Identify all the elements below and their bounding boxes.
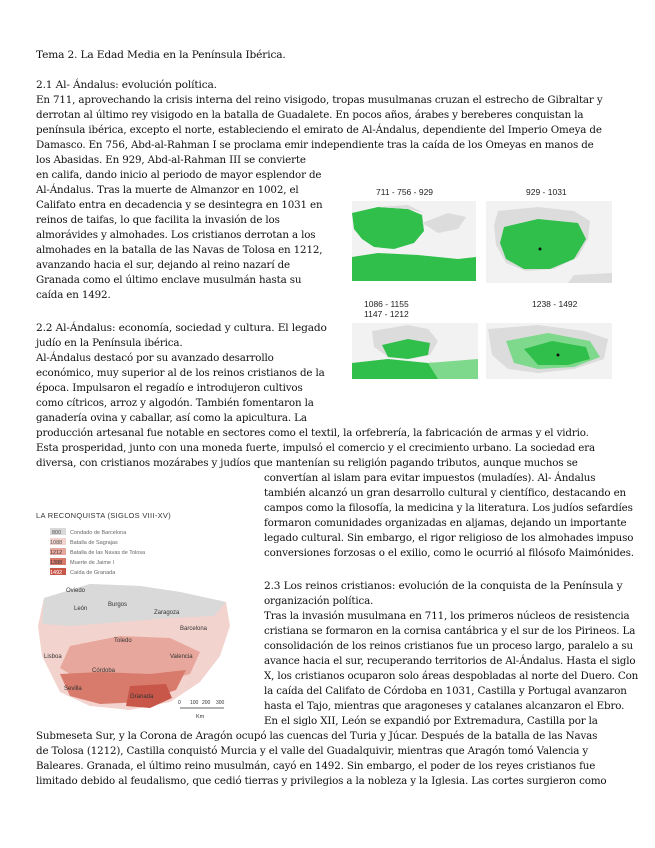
map-legend [50, 528, 146, 576]
text-line: En el siglo XII, León se expandió por Extremadura, Castilla por la [264, 715, 598, 727]
text-line: cristiana se formaron en la cornisa cantábrica y el sur de los Pirineos. La [264, 625, 636, 637]
text-line: campos como la filosofía, la medicina y la literatura. Los judíos sefardíes [264, 502, 633, 514]
text-line: convertían al islam para evitar impuestos (muladíes). Al- Ándalus [264, 472, 596, 484]
text-line: Submeseta Sur, y la Corona de Aragón ocupó las cuencas del Turia y Júcar. Después de la batalla de las Navas [36, 730, 598, 742]
legend-year: 1388 [50, 560, 63, 566]
place-label: Córdoba [92, 668, 116, 674]
map-1086-1212 [352, 299, 478, 379]
text-line: época. Impulsaron el regadío e introdujeron cultivos [36, 382, 303, 394]
section-2-heading: 2.2 Al-Ándalus: economía, sociedad y cultura. El legado [36, 322, 327, 334]
map-label: 1086 - 1155 [364, 299, 409, 309]
legend-year: 800 [52, 530, 62, 536]
text-line: X, los cristianos ocuparon solo áreas despobladas al norte del Duero. Con [264, 670, 639, 682]
text-line: derrotan al último rey visigodo en la batalla de Guadalete. En pocos años, árabes y bereberes conquistan la [36, 109, 584, 121]
reconquista-map [30, 506, 240, 722]
place-label: Oviedo [66, 588, 86, 594]
place-label: Zaragoza [154, 610, 180, 616]
place-label: Lisboa [44, 654, 62, 660]
legend-text: Condado de Barcelona [70, 530, 127, 536]
place-label: Barcelona [180, 626, 208, 632]
map-label: 711 - 756 - 929 [376, 187, 434, 197]
text-line: formaron comunidades organizadas en aljamas, dejando un importante [264, 517, 627, 529]
text-line: Tras la invasión musulmana en 711, los primeros núcleos de resistencia [264, 610, 630, 622]
place-label: Valencia [170, 654, 193, 660]
place-label: Toledo [114, 638, 132, 644]
text-line: reinos de taifas, lo que facilita la invasión de los [36, 214, 280, 226]
text-line: península ibérica, excepto el norte, estableciendo el emirato de Al-Ándalus, dependiente del Imperio Omeya de [36, 124, 602, 136]
text-line: avance hacia el sur, recuperando territorios de Al-Ándalus. Hasta el siglo [264, 655, 636, 667]
scale-tick: 200 [202, 700, 211, 706]
text-line: almohades en la batalla de las Navas de Tolosa en 1212, [36, 244, 323, 256]
text-line: diversa, con cristianos mozárabes y judíos que mantenían su religión pagando tributos, aunque muchos se [36, 457, 578, 469]
text-line: los Abasidas. En 929, Abd-al-Rahman III se convierte [36, 154, 306, 166]
legend-year: 1088 [50, 540, 63, 546]
place-label: Sevilla [64, 686, 82, 692]
scale-bar [178, 700, 225, 720]
scale-unit: Km [196, 714, 205, 720]
text-line: conversiones forzosas o el exilio, como le ocurrió al filósofo Maimónides. [264, 547, 634, 559]
place-label: Granada [130, 694, 154, 700]
al-andalus-maps-figure [338, 183, 624, 379]
legend-text: Muerte de Jaime I [70, 560, 115, 566]
text-line: ganadería ovina y caballar, así como la apicultura. La [36, 412, 307, 424]
text-line: organización política. [264, 595, 374, 607]
text-line: Al-Ándalus. Tras la muerte de Almanzor en 1002, el [36, 184, 299, 196]
capital-marker [539, 248, 542, 251]
place-label: León [74, 606, 88, 612]
section-3-heading: 2.3 Los reinos cristianos: evolución de la conquista de la Península y [264, 580, 623, 592]
legend-year: 1492 [50, 570, 63, 576]
text-line: Baleares. Granada, el último reino musulmán, cayó en 1492. Sin embargo, el poder de los reyes cristianos fue [36, 760, 596, 772]
text-line: la caída del Califato de Córdoba en 1031, Castilla y Portugal avanzaron [264, 685, 627, 697]
scale-tick: 300 [216, 700, 225, 706]
text-line: económico, muy superior al de los reinos cristianos de la [36, 367, 325, 379]
text-line: limitado debido al feudalismo, que cedió tierras y privilegios a la nobleza y la Iglesia. Las cortes surgieron como [36, 775, 607, 787]
text-line: Esta prosperidad, junto con una moneda fuerte, impulsó el comercio y el crecimiento urbano. La sociedad era [36, 442, 595, 454]
text-line: de Tolosa (1212), Castilla conquistó Murcia y el valle del Guadalquivir, mientras que Aragón tomó Valencia y [36, 745, 589, 757]
text-line: como cítricos, arroz y algodón. También fomentaron la [36, 397, 314, 409]
text-line: caída en 1492. [36, 289, 111, 301]
text-line: Granada como el último enclave musulmán hasta su [36, 274, 302, 286]
map-1238-1492 [486, 299, 612, 379]
map-title: LA RECONQUISTA (SIGLOS VIII-XV) [36, 511, 172, 520]
text-line: avanzando hacia el sur, dejando al reino nazarí de [36, 259, 290, 271]
text-line: Damasco. En 756, Abd-al-Rahman I se proclama emir independiente tras la caída de los Omeyas en manos de [36, 139, 594, 151]
legend-text: Batalla de las Navas de Tolosa [70, 550, 146, 556]
text-line: judío en la Península ibérica. [36, 337, 183, 349]
scale-tick: 0 [178, 700, 181, 706]
map-711-929 [352, 187, 476, 281]
scale-tick: 100 [190, 700, 199, 706]
map-label: 1238 - 1492 [532, 299, 578, 309]
text-line: En 711, aprovechando la crisis interna del reino visigodo, tropas musulmanas cruzan el estrecho de Gibraltar y [36, 94, 603, 106]
map-label: 929 - 1031 [526, 187, 567, 197]
legend-year: 1212 [50, 550, 63, 556]
text-line: producción artesanal fue notable en sectores como el textil, la orfebrería, la fabricación de armas y el vidrio. [36, 427, 589, 439]
document-title: Tema 2. La Edad Media en la Península Ibérica. [36, 49, 286, 61]
text-line: almorávides y almohades. Los cristianos derrotan a los [36, 229, 316, 241]
map-929-1031 [486, 187, 612, 283]
text-line: hasta el Tajo, mientras que aragoneses y catalanes alcanzaron el Ebro. [264, 700, 625, 712]
text-line: legado cultural. Sin embargo, el rigor religioso de los almohades impuso [264, 532, 634, 544]
text-line: en califa, dando inicio al periodo de mayor esplendor de [36, 169, 322, 181]
capital-marker [557, 354, 560, 357]
text-line: consolidación de los reinos cristianos fue un proceso largo, paralelo a su [264, 640, 634, 652]
legend-text: Batalla de Sagrajas [70, 540, 118, 546]
legend-text: Caída de Granada [70, 570, 116, 576]
text-line: Califato entra en decadencia y se desintegra en 1031 en [36, 199, 323, 211]
place-label: Burgos [108, 602, 128, 608]
text-line: Al-Ándalus destacó por su avanzado desarrollo [36, 352, 274, 364]
text-line: también alcanzó un gran desarrollo cultural y científico, destacando en [264, 487, 627, 499]
section-1-heading: 2.1 Al- Ándalus: evolución política. [36, 79, 217, 91]
map-label: 1147 - 1212 [364, 309, 409, 319]
